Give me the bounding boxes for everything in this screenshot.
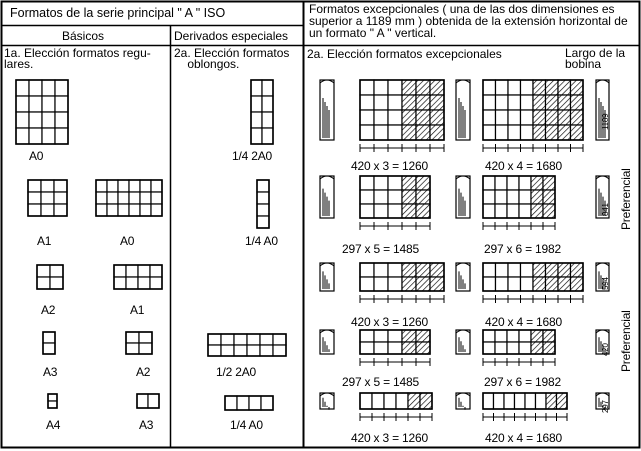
- format-cell: [483, 277, 496, 291]
- format-cell: [543, 176, 555, 190]
- format-cell: [28, 192, 41, 204]
- format-cell: [118, 204, 129, 216]
- format-cell: [96, 204, 107, 216]
- format-cell: [374, 263, 388, 277]
- format-cell: [360, 125, 374, 140]
- format-cell: [126, 265, 138, 277]
- format-cell: [495, 176, 507, 190]
- format-cell: [388, 204, 402, 218]
- format-cell: [519, 342, 531, 354]
- format-cell: [257, 204, 269, 216]
- format-cell: [249, 396, 261, 410]
- format-cell: [148, 394, 159, 408]
- derived-label: 1/4 A0: [230, 418, 263, 432]
- a0-cell: [42, 128, 55, 144]
- format-cell: [273, 345, 286, 356]
- format-cell: [257, 216, 269, 228]
- format-cell: [129, 204, 140, 216]
- format-cell: [430, 263, 444, 277]
- format-cell: [508, 110, 521, 125]
- format-cell: [508, 263, 521, 277]
- format-cell: [558, 277, 571, 291]
- format-cell: [507, 204, 519, 218]
- exceptional-label: 420 x 4 = 1680: [485, 159, 562, 173]
- roll-label: 594: [601, 277, 610, 290]
- format-cell: [257, 192, 269, 204]
- format-cell: [388, 330, 402, 342]
- format-cell: [43, 343, 55, 354]
- format-cell: [221, 345, 234, 356]
- format-cell: [388, 342, 402, 354]
- format-cell: [508, 95, 521, 110]
- format-cell: [374, 110, 388, 125]
- roll-label: 841: [601, 203, 610, 216]
- format-cell: [260, 345, 273, 356]
- section-2a-exceptional: 2a. Elección formatos excepcionales: [307, 47, 502, 61]
- format-cell: [107, 180, 118, 192]
- format-cell: [384, 393, 396, 409]
- format-cell: [483, 125, 496, 140]
- format-cell: [41, 192, 54, 204]
- a0-cell: [55, 80, 68, 96]
- format-cell: [521, 95, 534, 110]
- format-cell: [96, 180, 107, 192]
- format-cell: [533, 95, 546, 110]
- format-cell: [251, 128, 262, 144]
- format-cell: [225, 396, 237, 410]
- format-cell: [558, 263, 571, 277]
- format-cell: [519, 330, 531, 342]
- format-cell: [360, 95, 374, 110]
- format-cell: [374, 342, 388, 354]
- format-cell: [372, 393, 384, 409]
- format-cell: [416, 263, 430, 277]
- format-cell: [208, 334, 221, 345]
- format-cell: [508, 80, 521, 95]
- format-cell: [543, 342, 555, 354]
- a0-cell: [42, 112, 55, 128]
- format-cell: [558, 125, 571, 140]
- format-cell: [571, 80, 584, 95]
- roll-label: 297: [601, 400, 610, 413]
- format-cell: [483, 95, 496, 110]
- format-cell: [374, 190, 388, 204]
- format-cell: [430, 80, 444, 95]
- format-cell: [126, 343, 139, 354]
- format-cell: [519, 204, 531, 218]
- format-cell: [251, 96, 262, 112]
- format-cell: [140, 180, 151, 192]
- section-2a-oblong: 2a. Elección formatos oblongos.: [174, 46, 290, 71]
- format-cell: [416, 342, 430, 354]
- format-cell: [151, 204, 162, 216]
- format-cell: [360, 110, 374, 125]
- a0-cell: [55, 112, 68, 128]
- format-cell: [41, 180, 54, 192]
- format-cell: [558, 110, 571, 125]
- format-cell: [388, 80, 402, 95]
- exceptional-label: 297 x 6 = 1982: [484, 375, 561, 389]
- format-cell: [129, 180, 140, 192]
- format-cell: [533, 110, 546, 125]
- a0-cell: [29, 80, 42, 96]
- format-cell: [496, 110, 509, 125]
- derivados-header: Derivados especiales: [174, 29, 289, 43]
- format-cell: [430, 95, 444, 110]
- format-cell: [374, 330, 388, 342]
- format-cell: [416, 80, 430, 95]
- format-cell: [54, 204, 67, 216]
- format-cell: [126, 332, 139, 343]
- format-cell: [262, 128, 273, 144]
- format-cell: [483, 190, 495, 204]
- format-cell: [48, 394, 57, 401]
- format-cell: [237, 396, 249, 410]
- format-cell: [257, 180, 269, 192]
- exceptional-label: 420 x 4 = 1680: [485, 315, 562, 329]
- format-cell: [402, 277, 416, 291]
- format-cell: [546, 80, 559, 95]
- format-cell: [140, 204, 151, 216]
- format-cell: [521, 277, 534, 291]
- left-title: Formatos de la serie principal " A " ISO: [10, 6, 226, 20]
- basic-label: A0: [120, 234, 135, 248]
- format-cell: [262, 112, 273, 128]
- format-cell: [496, 80, 509, 95]
- format-cell: [388, 125, 402, 140]
- format-cell: [495, 204, 507, 218]
- format-cell: [416, 176, 430, 190]
- exceptional-label: 420 x 3 = 1260: [351, 431, 428, 445]
- format-cell: [43, 332, 55, 343]
- section-1a: 1a. Elección formatos regu- lares.: [4, 46, 151, 71]
- format-cell: [508, 125, 521, 140]
- format-cell: [402, 204, 416, 218]
- format-cell: [37, 277, 50, 289]
- format-cell: [533, 263, 546, 277]
- preferencial-label: Preferencial: [619, 168, 633, 230]
- format-cell: [546, 95, 559, 110]
- exceptional-label: 420 x 4 = 1680: [485, 431, 562, 445]
- format-cell: [260, 334, 273, 345]
- format-cell: [495, 330, 507, 342]
- format-cell: [114, 265, 126, 277]
- format-cell: [360, 393, 372, 409]
- format-cell: [151, 180, 162, 192]
- format-cell: [543, 330, 555, 342]
- format-cell: [416, 204, 430, 218]
- format-cell: [571, 110, 584, 125]
- basic-label: A4: [46, 418, 61, 432]
- format-cell: [262, 96, 273, 112]
- format-cell: [54, 192, 67, 204]
- format-cell: [495, 342, 507, 354]
- format-cell: [360, 204, 374, 218]
- basic-label: A2: [136, 365, 151, 379]
- basic-label: A0: [29, 149, 44, 163]
- roll-label: 1189: [601, 113, 610, 130]
- format-cell: [495, 190, 507, 204]
- format-cell: [416, 330, 430, 342]
- format-cell: [430, 277, 444, 291]
- format-cell: [137, 394, 148, 408]
- format-cell: [388, 95, 402, 110]
- format-cell: [416, 95, 430, 110]
- format-cell: [54, 180, 67, 192]
- format-cell: [360, 277, 374, 291]
- format-cell: [251, 80, 262, 96]
- format-cell: [521, 80, 534, 95]
- format-cell: [531, 176, 543, 190]
- right-title: Formatos excepcionales ( una de las dos dimensiones es superior a 1189 mm ) obtenida de la extensión horizontal de un formato " A " vertical.: [309, 2, 628, 40]
- format-cell: [129, 192, 140, 204]
- format-cell: [543, 204, 555, 218]
- largo-bobina-header: Largo de la bobina: [565, 46, 626, 71]
- format-cell: [360, 80, 374, 95]
- format-cell: [402, 80, 416, 95]
- a0-cell: [16, 128, 29, 144]
- format-cell: [247, 334, 260, 345]
- a0-cell: [29, 112, 42, 128]
- format-cell: [519, 190, 531, 204]
- format-cell: [150, 277, 162, 289]
- format-cell: [557, 393, 568, 409]
- format-cell: [402, 110, 416, 125]
- format-cell: [416, 125, 430, 140]
- format-cell: [374, 277, 388, 291]
- format-cell: [531, 342, 543, 354]
- format-cell: [50, 277, 63, 289]
- a0-cell: [16, 96, 29, 112]
- format-cell: [402, 190, 416, 204]
- format-cell: [41, 204, 54, 216]
- format-cell: [251, 112, 262, 128]
- format-cell: [531, 204, 543, 218]
- format-cell: [483, 80, 496, 95]
- format-cell: [96, 192, 107, 204]
- format-cell: [416, 190, 430, 204]
- format-cell: [416, 110, 430, 125]
- a0-cell: [16, 112, 29, 128]
- a0-cell: [29, 96, 42, 112]
- format-cell: [483, 263, 496, 277]
- format-cell: [531, 190, 543, 204]
- preferencial-label: Preferencial: [619, 310, 633, 372]
- format-cell: [507, 176, 519, 190]
- format-cell: [546, 125, 559, 140]
- format-cell: [507, 190, 519, 204]
- format-cell: [531, 330, 543, 342]
- format-cell: [521, 125, 534, 140]
- format-cell: [430, 125, 444, 140]
- exceptional-label: 420 x 3 = 1260: [351, 315, 428, 329]
- format-cell: [402, 263, 416, 277]
- format-cell: [360, 342, 374, 354]
- format-cell: [402, 342, 416, 354]
- basicos-header: Básicos: [62, 29, 105, 43]
- format-cell: [483, 342, 495, 354]
- format-cell: [221, 334, 234, 345]
- a0-cell: [42, 96, 55, 112]
- format-cell: [140, 192, 151, 204]
- format-cell: [483, 110, 496, 125]
- format-cell: [515, 393, 526, 409]
- format-cell: [408, 393, 420, 409]
- format-cell: [374, 204, 388, 218]
- format-cell: [496, 125, 509, 140]
- format-cell: [504, 393, 515, 409]
- format-cell: [388, 263, 402, 277]
- basic-label: A1: [37, 234, 52, 248]
- format-cell: [519, 176, 531, 190]
- format-cell: [558, 80, 571, 95]
- a0-cell: [29, 128, 42, 144]
- format-cell: [571, 263, 584, 277]
- format-cell: [118, 192, 129, 204]
- format-cell: [360, 190, 374, 204]
- format-cell: [525, 393, 536, 409]
- exceptional-label: 420 x 3 = 1260: [351, 159, 428, 173]
- format-cell: [48, 401, 57, 408]
- format-cell: [483, 204, 495, 218]
- format-cell: [496, 95, 509, 110]
- format-cell: [420, 393, 432, 409]
- format-cell: [533, 125, 546, 140]
- format-cell: [546, 110, 559, 125]
- format-cell: [360, 176, 374, 190]
- format-cell: [508, 277, 521, 291]
- format-cell: [151, 192, 162, 204]
- derived-label: 1/2 2A0: [216, 365, 256, 379]
- format-cell: [546, 393, 557, 409]
- format-cell: [374, 80, 388, 95]
- format-cell: [533, 277, 546, 291]
- format-cell: [396, 393, 408, 409]
- format-cell: [50, 265, 63, 277]
- format-cell: [536, 393, 547, 409]
- format-cell: [234, 345, 247, 356]
- format-cell: [402, 95, 416, 110]
- format-cell: [571, 125, 584, 140]
- format-cell: [374, 176, 388, 190]
- format-cell: [571, 277, 584, 291]
- format-cell: [126, 277, 138, 289]
- format-cell: [388, 176, 402, 190]
- derived-label: 1/4 A0: [245, 234, 278, 248]
- format-cell: [273, 334, 286, 345]
- format-cell: [28, 204, 41, 216]
- format-cell: [114, 277, 126, 289]
- exceptional-label: 297 x 5 = 1485: [342, 242, 419, 256]
- format-cell: [262, 80, 273, 96]
- format-cell: [543, 190, 555, 204]
- format-cell: [402, 176, 416, 190]
- exceptional-label: 297 x 6 = 1982: [484, 242, 561, 256]
- roll-label: 420: [601, 343, 610, 356]
- format-cell: [533, 80, 546, 95]
- format-cell: [402, 330, 416, 342]
- format-cell: [261, 396, 273, 410]
- format-cell: [483, 393, 494, 409]
- format-cell: [546, 277, 559, 291]
- format-cell: [107, 204, 118, 216]
- format-cell: [402, 125, 416, 140]
- format-cell: [360, 330, 374, 342]
- format-cell: [571, 95, 584, 110]
- format-cell: [28, 180, 41, 192]
- basic-label: A3: [43, 365, 58, 379]
- exceptional-label: 297 x 5 = 1485: [342, 375, 419, 389]
- format-cell: [360, 263, 374, 277]
- format-cell: [546, 263, 559, 277]
- basic-label: A1: [130, 303, 145, 317]
- format-cell: [496, 263, 509, 277]
- format-cell: [430, 110, 444, 125]
- format-cell: [496, 277, 509, 291]
- format-cell: [388, 110, 402, 125]
- derived-label: 1/4 2A0: [232, 149, 272, 163]
- a0-cell: [55, 128, 68, 144]
- format-cell: [150, 265, 162, 277]
- a0-cell: [16, 80, 29, 96]
- format-cell: [494, 393, 505, 409]
- format-cell: [558, 95, 571, 110]
- a0-cell: [42, 80, 55, 96]
- format-cell: [138, 277, 150, 289]
- format-cell: [118, 180, 129, 192]
- format-cell: [521, 110, 534, 125]
- format-cell: [374, 125, 388, 140]
- format-cell: [234, 334, 247, 345]
- format-cell: [37, 265, 50, 277]
- format-cell: [208, 345, 221, 356]
- basic-label: A3: [139, 418, 154, 432]
- format-cell: [483, 176, 495, 190]
- format-cell: [139, 343, 152, 354]
- format-cell: [388, 190, 402, 204]
- basic-label: A2: [41, 303, 56, 317]
- format-cell: [138, 265, 150, 277]
- a0-cell: [55, 96, 68, 112]
- format-cell: [483, 330, 495, 342]
- format-cell: [107, 192, 118, 204]
- format-cell: [139, 332, 152, 343]
- format-cell: [388, 277, 402, 291]
- format-cell: [507, 330, 519, 342]
- format-cell: [416, 277, 430, 291]
- format-cell: [374, 95, 388, 110]
- format-cell: [521, 263, 534, 277]
- format-cell: [247, 345, 260, 356]
- format-cell: [507, 342, 519, 354]
